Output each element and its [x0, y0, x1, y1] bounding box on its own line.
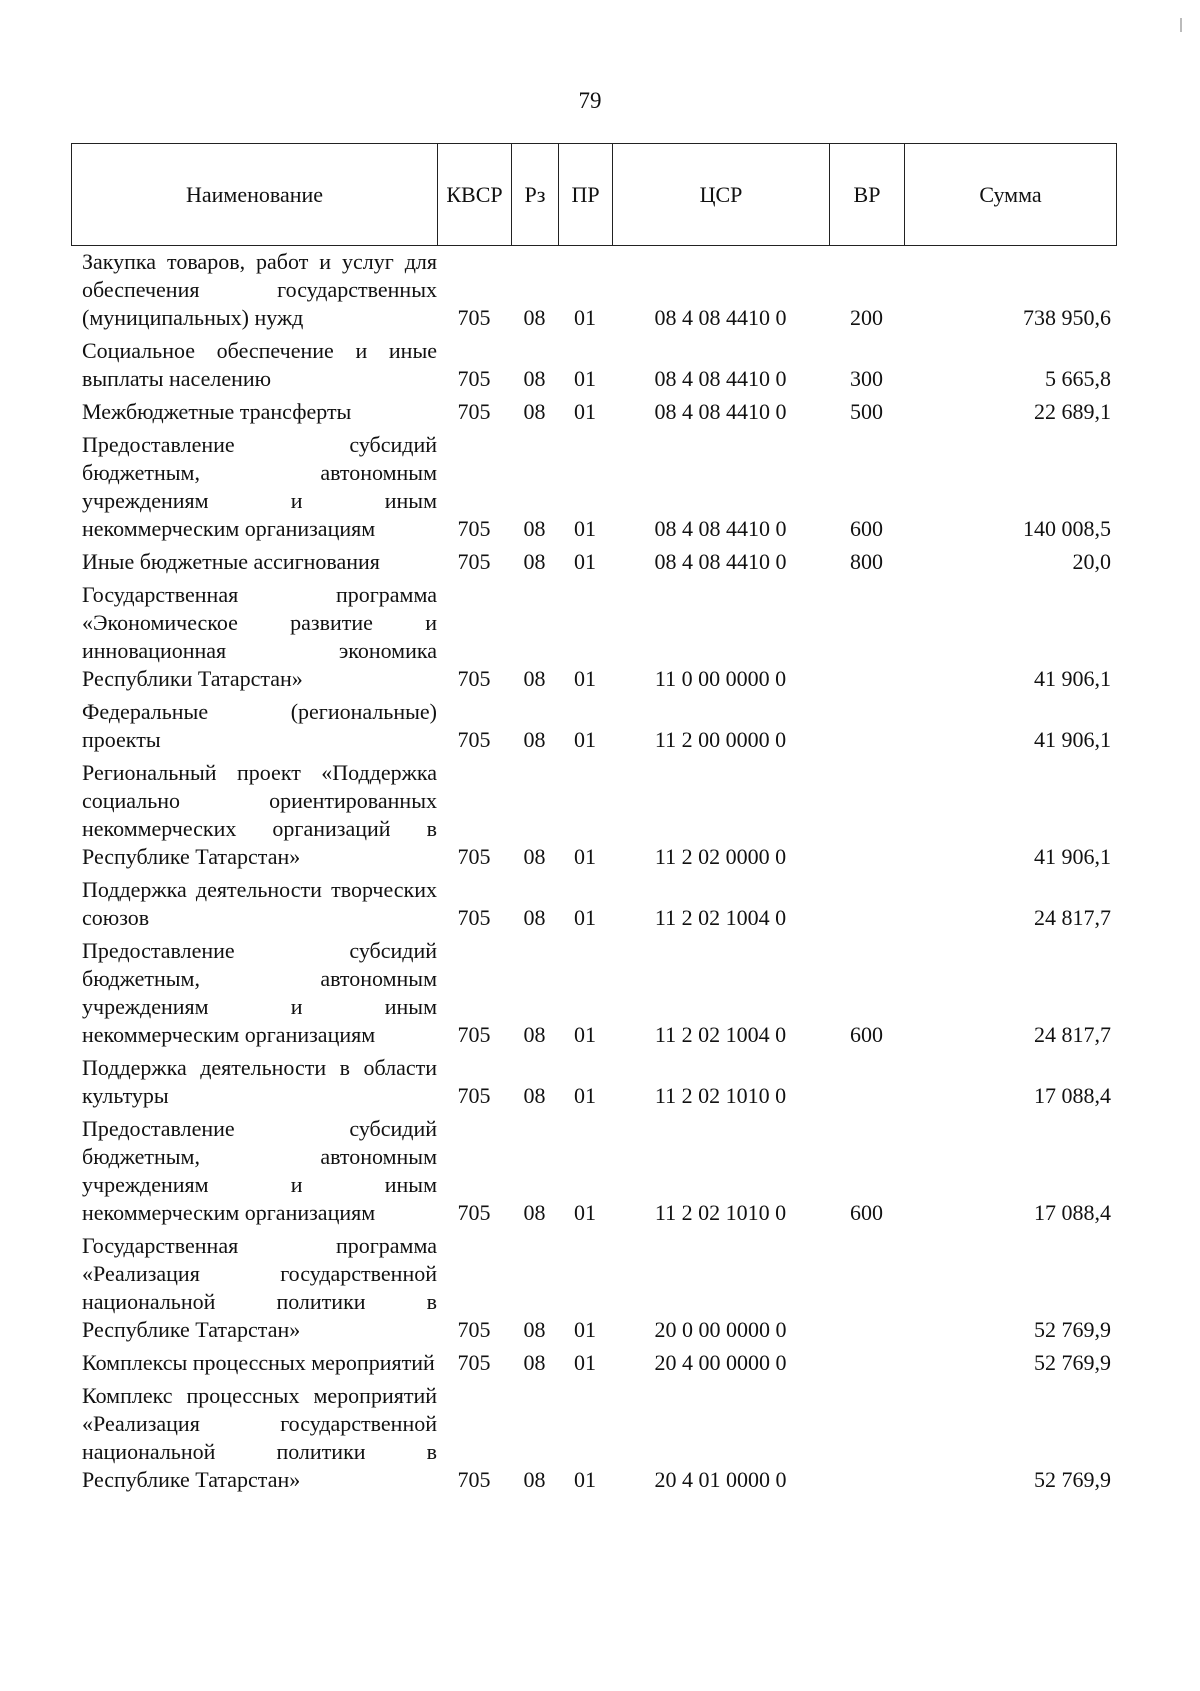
row-csr: 08 4 08 4410 0: [654, 366, 787, 391]
row-name: Поддержка деятельности творческих союзов: [82, 877, 437, 930]
table-row: [71, 248, 1116, 332]
row-sum: 5 665,8: [1045, 366, 1111, 391]
table-row: [71, 337, 1116, 393]
table-header: [71, 143, 1117, 246]
row-csr: 20 4 01 0000 0: [654, 1467, 787, 1492]
table-row: [71, 431, 1116, 543]
row-pr: 01: [574, 305, 596, 330]
row-name: Предоставление субсидий бюджетным, автономным учреждениям и иным некоммерческим организациям: [82, 938, 437, 1047]
row-name: Иные бюджетные ассигнования: [82, 549, 380, 574]
row-kvsr: 705: [457, 366, 491, 391]
row-kvsr: 705: [457, 905, 491, 930]
header-kvsr: КВСР: [438, 144, 512, 246]
row-sum: 41 906,1: [1034, 666, 1111, 691]
row-sum: 22 689,1: [1034, 399, 1111, 424]
table-row: [71, 548, 1116, 576]
row-rz: 08: [523, 1083, 546, 1108]
row-sum: 738 950,6: [1023, 305, 1111, 330]
row-rz: 08: [523, 1350, 546, 1375]
table-row: [71, 876, 1116, 932]
row-sum: 52 769,9: [1034, 1467, 1111, 1492]
row-name: Закупка товаров, работ и услуг для обеспечения государственных (муниципальных) нужд: [82, 249, 437, 330]
row-sum: 41 906,1: [1034, 844, 1111, 869]
row-sum: 20,0: [1072, 549, 1111, 574]
row-kvsr: 705: [457, 516, 491, 541]
row-kvsr: 705: [457, 399, 491, 424]
row-rz: 08: [523, 549, 546, 574]
table-row: [71, 398, 1116, 426]
row-csr: 08 4 08 4410 0: [654, 549, 787, 574]
row-rz: 08: [523, 1467, 546, 1492]
header-rz: Рз: [512, 144, 559, 246]
row-vr: 800: [850, 549, 883, 574]
row-sum: 52 769,9: [1034, 1317, 1111, 1342]
row-sum: 17 088,4: [1034, 1083, 1111, 1108]
row-csr: 08 4 08 4410 0: [654, 516, 787, 541]
row-sum: 24 817,7: [1034, 905, 1111, 930]
table-row: [71, 1115, 1116, 1227]
row-csr: 11 2 02 1010 0: [654, 1083, 787, 1108]
row-sum: 52 769,9: [1034, 1350, 1111, 1375]
row-rz: 08: [523, 1022, 546, 1047]
page-number: 79: [578, 88, 602, 113]
row-kvsr: 705: [457, 666, 491, 691]
row-name: Государственная программа «Экономическое развитие и инновационная экономика Республики Татарстан»: [82, 582, 437, 691]
row-vr: 600: [850, 516, 883, 541]
row-pr: 01: [574, 727, 596, 752]
row-kvsr: 705: [457, 1022, 491, 1047]
row-csr: 11 2 00 0000 0: [654, 727, 787, 752]
row-name: Федеральные (региональные) проекты: [82, 699, 437, 752]
row-rz: 08: [523, 305, 546, 330]
row-vr: 300: [850, 366, 883, 391]
row-pr: 01: [574, 516, 596, 541]
row-rz: 08: [523, 905, 546, 930]
row-pr: 01: [574, 1317, 596, 1342]
row-rz: 08: [523, 399, 546, 424]
row-kvsr: 705: [457, 1467, 491, 1492]
row-pr: 01: [574, 1467, 596, 1492]
row-kvsr: 705: [457, 727, 491, 752]
row-pr: 01: [574, 666, 596, 691]
row-kvsr: 705: [457, 1083, 491, 1108]
row-kvsr: 705: [457, 1350, 491, 1375]
row-kvsr: 705: [457, 1200, 491, 1225]
row-rz: 08: [523, 1317, 546, 1342]
row-vr: 600: [850, 1200, 883, 1225]
row-rz: 08: [523, 844, 546, 869]
row-rz: 08: [523, 666, 546, 691]
row-pr: 01: [574, 399, 596, 424]
row-pr: 01: [574, 905, 596, 930]
row-rz: 08: [523, 1200, 546, 1225]
row-sum: 41 906,1: [1034, 727, 1111, 752]
header-csr: ЦСР: [613, 144, 830, 246]
row-pr: 01: [574, 366, 596, 391]
row-name: Комплекс процессных мероприятий «Реализация государственной национальной политики в Республике Татарстан»: [82, 1383, 437, 1492]
row-csr: 11 2 02 1010 0: [654, 1200, 787, 1225]
table-body: [71, 248, 1116, 1499]
table-row: [71, 581, 1116, 693]
row-rz: 08: [523, 516, 546, 541]
table-row: [71, 1054, 1116, 1110]
table-row: [71, 937, 1116, 1049]
row-sum: 24 817,7: [1034, 1022, 1111, 1047]
table-row: [71, 1382, 1116, 1494]
row-rz: 08: [523, 727, 546, 752]
header-name: Наименование: [72, 144, 438, 246]
row-csr: 20 4 00 0000 0: [654, 1350, 787, 1375]
table-row: [71, 698, 1116, 754]
row-name: Предоставление субсидий бюджетным, автономным учреждениям и иным некоммерческим организациям: [82, 1116, 437, 1225]
header-vr: ВР: [830, 144, 905, 246]
row-vr: 500: [850, 399, 883, 424]
row-kvsr: 705: [457, 305, 491, 330]
row-kvsr: 705: [457, 1317, 491, 1342]
row-pr: 01: [574, 549, 596, 574]
header-pr: ПР: [559, 144, 613, 246]
scan-mark: [1180, 18, 1182, 32]
row-vr: 200: [850, 305, 883, 330]
row-pr: 01: [574, 1022, 596, 1047]
row-name: Социальное обеспечение и иные выплаты населению: [82, 338, 437, 391]
row-name: Поддержка деятельности в области культуры: [82, 1055, 437, 1108]
row-name: Предоставление субсидий бюджетным, автономным учреждениям и иным некоммерческим организациям: [82, 432, 437, 541]
row-rz: 08: [523, 366, 546, 391]
row-kvsr: 705: [457, 549, 491, 574]
row-name: Межбюджетные трансферты: [82, 399, 352, 424]
row-kvsr: 705: [457, 844, 491, 869]
row-pr: 01: [574, 1350, 596, 1375]
row-csr: 08 4 08 4410 0: [654, 305, 787, 330]
row-sum: 140 008,5: [1023, 516, 1111, 541]
row-name: Региональный проект «Поддержка социально ориентированных некоммерческих организаций в Республике Татарстан»: [82, 760, 437, 869]
row-sum: 17 088,4: [1034, 1200, 1111, 1225]
row-pr: 01: [574, 844, 596, 869]
table-row: [71, 759, 1116, 871]
header-sum: Сумма: [905, 144, 1117, 246]
row-csr: 11 2 02 1004 0: [654, 1022, 787, 1047]
table-row: [71, 1349, 1116, 1377]
row-csr: 20 0 00 0000 0: [654, 1317, 787, 1342]
row-name: Государственная программа «Реализация государственной национальной политики в Республике Татарстан»: [82, 1233, 437, 1342]
row-csr: 11 0 00 0000 0: [654, 666, 787, 691]
row-pr: 01: [574, 1200, 596, 1225]
row-vr: 600: [850, 1022, 883, 1047]
table-row: [71, 1232, 1116, 1344]
row-csr: 08 4 08 4410 0: [654, 399, 787, 424]
row-name: Комплексы процессных мероприятий: [82, 1350, 435, 1375]
row-csr: 11 2 02 0000 0: [654, 844, 787, 869]
row-csr: 11 2 02 1004 0: [654, 905, 787, 930]
row-pr: 01: [574, 1083, 596, 1108]
